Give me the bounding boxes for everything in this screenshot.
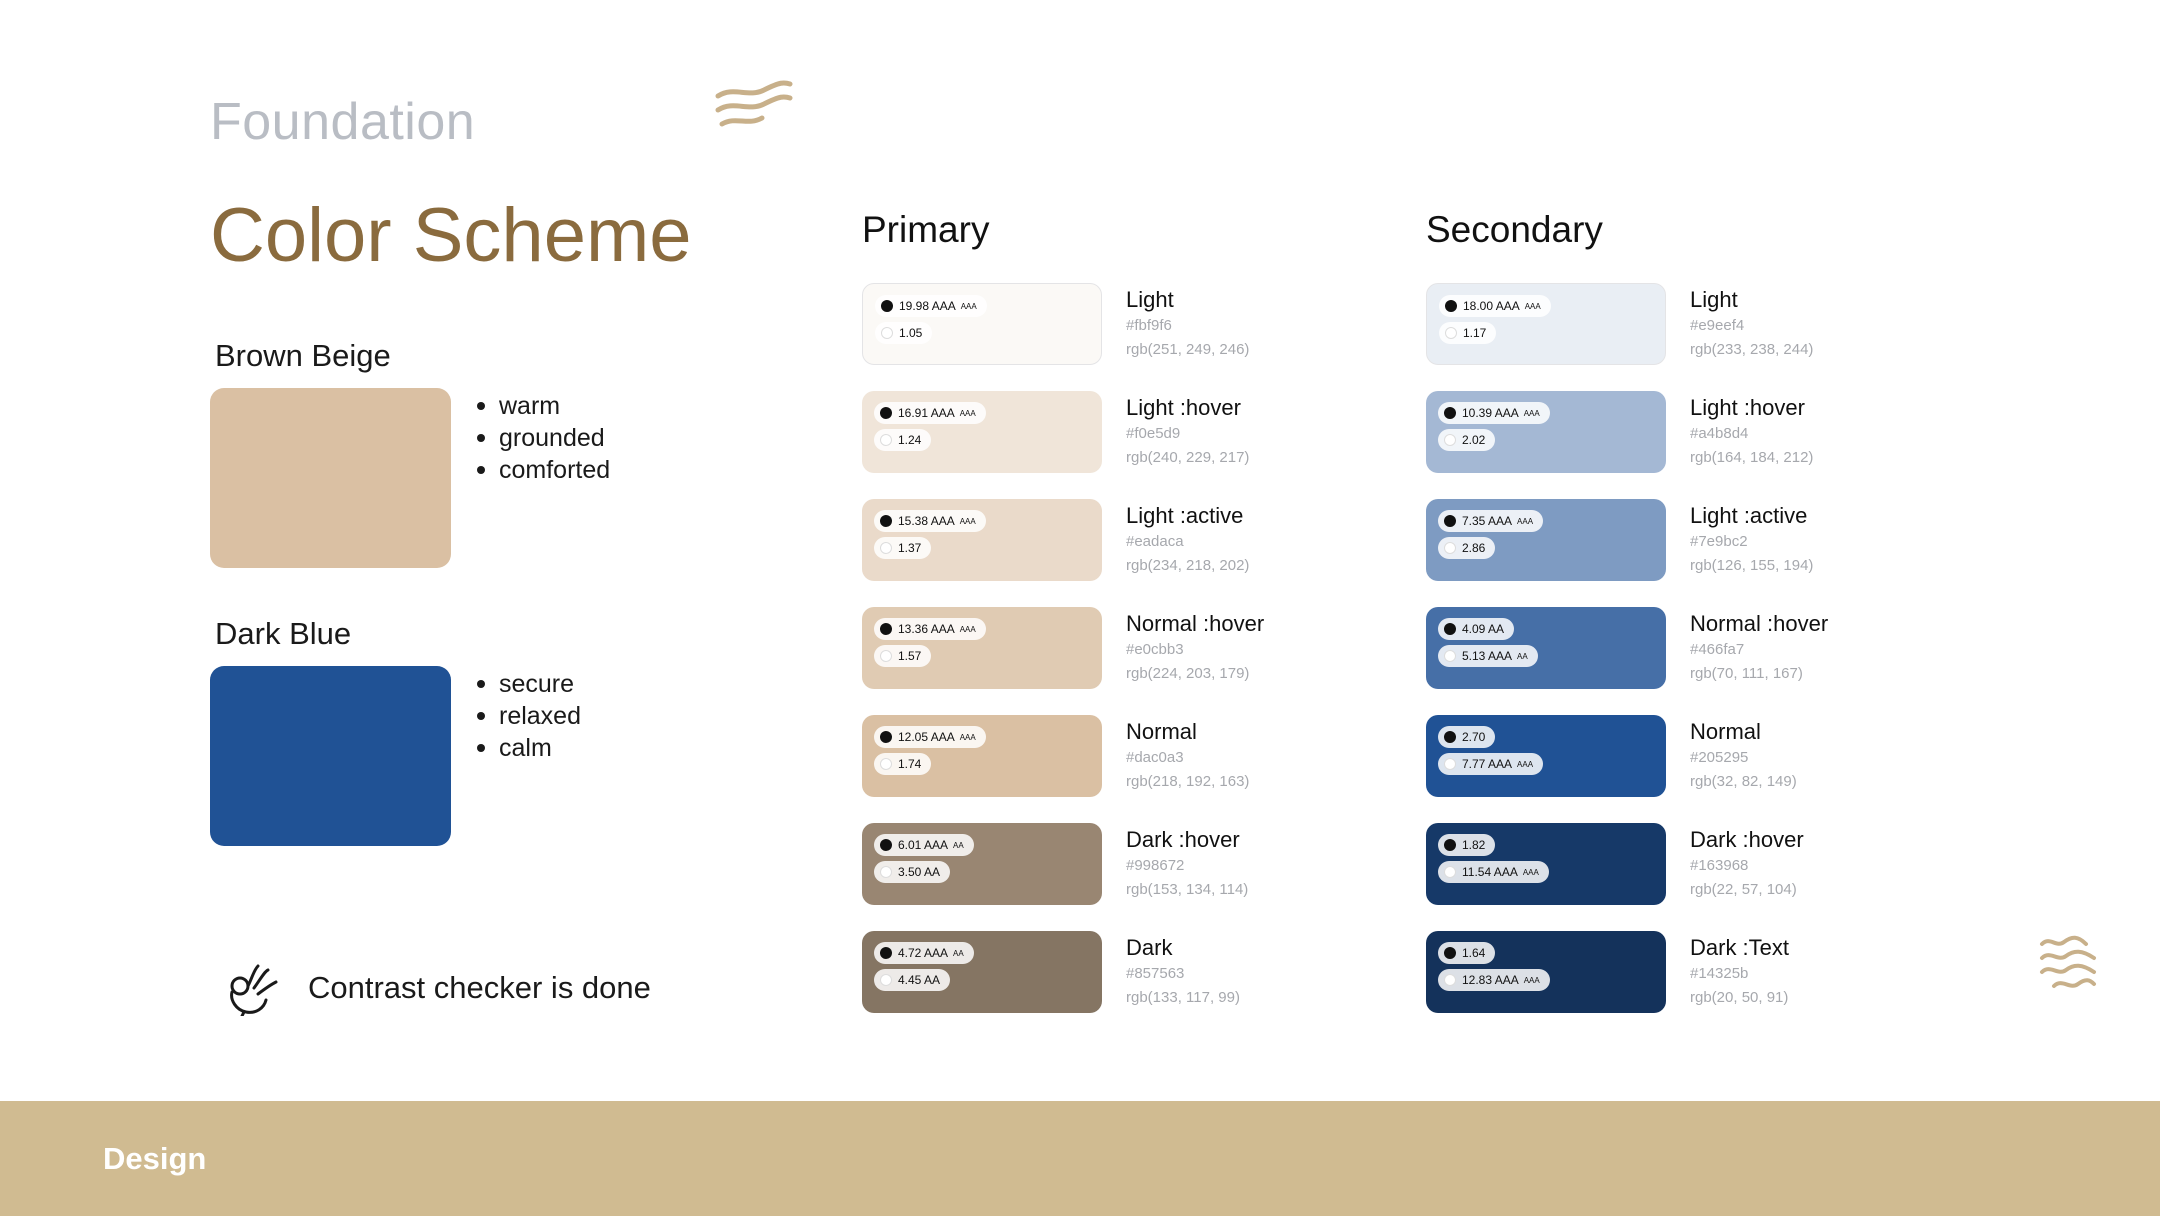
white-dot-icon <box>880 650 892 662</box>
color-hex: #a4b8d4 <box>1690 425 1749 442</box>
color-chip <box>862 931 1102 1013</box>
color-name: Dark :hover <box>1690 827 1804 852</box>
contrast-value: 7.77 AAA <box>1462 757 1513 771</box>
wave-lines-icon <box>2036 934 2100 992</box>
contrast-value: 13.36 AAA <box>898 622 955 636</box>
contrast-sub-rating: AAA <box>1517 516 1534 526</box>
color-row <box>862 283 1322 365</box>
contrast-value: 1.37 <box>898 541 922 555</box>
contrast-white-pill <box>874 537 931 559</box>
black-dot-icon <box>880 947 892 959</box>
color-rgb: rgb(164, 184, 212) <box>1690 449 1814 466</box>
color-hex: #163968 <box>1690 857 1749 874</box>
contrast-sub-rating: AAA <box>1524 301 1541 311</box>
color-chip <box>862 823 1102 905</box>
contrast-black-pill <box>874 726 986 748</box>
contrast-black-pill <box>1438 726 1495 748</box>
contrast-white-pill <box>1438 645 1538 667</box>
contrast-value: 15.38 AAA <box>898 514 955 528</box>
list-item: secure <box>477 668 581 700</box>
color-chip <box>1426 391 1666 473</box>
color-row <box>1426 499 1886 581</box>
color-name: Light <box>1690 287 1738 312</box>
contrast-white-pill <box>874 753 931 775</box>
palette-swatch <box>210 666 451 846</box>
contrast-value: 19.98 AAA <box>899 299 956 313</box>
contrast-black-pill <box>1438 402 1550 424</box>
contrast-black-pill <box>1438 834 1495 856</box>
color-hex: #466fa7 <box>1690 641 1745 658</box>
white-dot-icon <box>881 327 893 339</box>
color-row <box>1426 283 1886 365</box>
contrast-value: 2.86 <box>1462 541 1486 555</box>
column-title: Primary <box>862 209 990 250</box>
color-name: Light :active <box>1126 503 1244 528</box>
contrast-value: 4.72 AAA <box>898 946 949 960</box>
footer-bar <box>0 1101 2160 1216</box>
white-dot-icon <box>880 866 892 878</box>
white-dot-icon <box>880 542 892 554</box>
list-item: relaxed <box>477 700 581 732</box>
black-dot-icon <box>1444 515 1456 527</box>
contrast-sub-rating: AA <box>953 948 964 958</box>
color-hex: #dac0a3 <box>1126 749 1184 766</box>
white-dot-icon <box>1444 434 1456 446</box>
color-hex: #e9eef4 <box>1690 317 1745 334</box>
black-dot-icon <box>1444 839 1456 851</box>
color-row <box>1426 931 1886 1013</box>
color-hex: #998672 <box>1126 857 1185 874</box>
color-chip <box>1426 607 1666 689</box>
contrast-value: 12.83 AAA <box>1462 973 1519 987</box>
white-dot-icon <box>880 434 892 446</box>
contrast-value: 4.09 AA <box>1462 622 1505 636</box>
contrast-black-pill <box>1438 510 1543 532</box>
color-chip <box>862 391 1102 473</box>
contrast-value: 1.82 <box>1462 838 1486 852</box>
contrast-white-pill <box>1438 429 1495 451</box>
contrast-value: 1.17 <box>1463 326 1487 340</box>
color-name: Normal <box>1690 719 1761 744</box>
color-row <box>862 391 1322 473</box>
color-rgb: rgb(251, 249, 246) <box>1126 341 1250 358</box>
secondary-column <box>1426 204 1886 1039</box>
contrast-black-pill <box>1439 295 1551 317</box>
black-dot-icon <box>1444 407 1456 419</box>
color-hex: #eadaca <box>1126 533 1184 550</box>
page-eyebrow: Foundation <box>210 93 476 151</box>
color-chip <box>1426 823 1666 905</box>
contrast-white-pill <box>875 322 932 344</box>
contrast-value: 1.24 <box>898 433 922 447</box>
color-hex: #857563 <box>1126 965 1185 982</box>
color-name: Normal :hover <box>1126 611 1265 636</box>
color-rgb: rgb(153, 134, 114) <box>1126 881 1249 898</box>
contrast-value: 5.13 AAA <box>1462 649 1513 663</box>
color-chip <box>1426 931 1666 1013</box>
black-dot-icon <box>1445 300 1457 312</box>
white-dot-icon <box>1445 327 1457 339</box>
footer-label: Design <box>103 1141 207 1176</box>
contrast-black-pill <box>874 942 974 964</box>
black-dot-icon <box>880 623 892 635</box>
color-row <box>1426 823 1886 905</box>
black-dot-icon <box>880 407 892 419</box>
color-chip <box>862 715 1102 797</box>
color-name: Normal <box>1126 719 1197 744</box>
palette-name: Brown Beige <box>215 338 391 373</box>
color-name: Light :active <box>1690 503 1808 528</box>
white-dot-icon <box>1444 758 1456 770</box>
color-chip <box>1426 715 1666 797</box>
color-row <box>862 499 1322 581</box>
contrast-value: 1.64 <box>1462 946 1486 960</box>
wind-waves-icon <box>714 78 794 134</box>
color-chip <box>862 499 1102 581</box>
contrast-value: 11.54 AAA <box>1462 865 1518 879</box>
color-hex: #14325b <box>1690 965 1749 982</box>
list-item: comforted <box>477 454 610 486</box>
black-dot-icon <box>881 300 893 312</box>
white-dot-icon <box>1444 974 1456 986</box>
primary-column <box>862 204 1322 1039</box>
contrast-value: 2.02 <box>1462 433 1486 447</box>
contrast-white-pill <box>874 429 931 451</box>
color-name: Dark <box>1126 935 1173 960</box>
contrast-white-pill <box>874 645 931 667</box>
contrast-value: 6.01 AAA <box>898 838 949 852</box>
color-hex: #7e9bc2 <box>1690 533 1748 550</box>
color-name: Dark :Text <box>1690 935 1790 960</box>
color-hex: #fbf9f6 <box>1126 317 1172 334</box>
page-title: Color Scheme <box>210 193 692 278</box>
color-rgb: rgb(234, 218, 202) <box>1126 557 1250 574</box>
color-row <box>1426 607 1886 689</box>
contrast-black-pill <box>874 618 986 640</box>
contrast-black-pill <box>875 295 987 317</box>
color-chip <box>862 283 1102 365</box>
color-hex: #205295 <box>1690 749 1749 766</box>
list-item: grounded <box>477 422 610 454</box>
traits-list <box>477 390 610 568</box>
contrast-sub-rating: AAA <box>1523 975 1540 985</box>
white-dot-icon <box>1444 542 1456 554</box>
color-rgb: rgb(233, 238, 244) <box>1690 341 1814 358</box>
color-rgb: rgb(218, 192, 163) <box>1126 773 1250 790</box>
contrast-sub-rating: AA <box>1517 651 1528 661</box>
black-dot-icon <box>880 731 892 743</box>
traits-list <box>477 668 581 846</box>
checker-text: Contrast checker is done <box>308 970 651 1005</box>
contrast-white-pill <box>1438 753 1543 775</box>
black-dot-icon <box>880 839 892 851</box>
color-row <box>862 931 1322 1013</box>
color-name: Light :hover <box>1126 395 1241 420</box>
color-rgb: rgb(20, 50, 91) <box>1690 989 1789 1006</box>
contrast-value: 2.70 <box>1462 730 1486 744</box>
palette-swatch <box>210 388 451 568</box>
contrast-value: 4.45 AA <box>898 973 941 987</box>
color-chip <box>1426 499 1666 581</box>
contrast-white-pill <box>874 969 950 991</box>
contrast-black-pill <box>1438 618 1514 640</box>
black-dot-icon <box>1444 623 1456 635</box>
color-rgb: rgb(133, 117, 99) <box>1126 989 1240 1006</box>
black-dot-icon <box>1444 731 1456 743</box>
black-dot-icon <box>880 515 892 527</box>
color-hex: #e0cbb3 <box>1126 641 1184 658</box>
color-name: Dark :hover <box>1126 827 1240 852</box>
color-row <box>862 823 1322 905</box>
palette-name: Dark Blue <box>215 616 352 651</box>
contrast-white-pill <box>1438 969 1550 991</box>
contrast-value: 1.57 <box>898 649 922 663</box>
color-rgb: rgb(32, 82, 149) <box>1690 773 1797 790</box>
contrast-checker-note <box>222 960 651 1016</box>
contrast-sub-rating: AA <box>953 840 964 850</box>
color-hex: #f0e5d9 <box>1126 425 1181 442</box>
contrast-white-pill <box>1438 537 1495 559</box>
contrast-sub-rating: AAA <box>959 516 976 526</box>
color-name: Light :hover <box>1690 395 1805 420</box>
palette-brown-beige <box>210 336 730 568</box>
contrast-value: 1.05 <box>899 326 923 340</box>
color-row <box>862 715 1322 797</box>
list-item: warm <box>477 390 610 422</box>
white-dot-icon <box>1444 650 1456 662</box>
contrast-value: 10.39 AAA <box>1462 406 1519 420</box>
contrast-black-pill <box>874 402 986 424</box>
contrast-value: 12.05 AAA <box>898 730 955 744</box>
color-rgb: rgb(224, 203, 179) <box>1126 665 1250 682</box>
contrast-sub-rating: AAA <box>960 301 977 311</box>
color-row <box>862 607 1322 689</box>
contrast-value: 18.00 AAA <box>1463 299 1520 313</box>
column-title: Secondary <box>1426 209 1603 250</box>
contrast-value: 3.50 AA <box>898 865 941 879</box>
contrast-black-pill <box>1438 942 1495 964</box>
black-dot-icon <box>1444 947 1456 959</box>
color-row <box>1426 715 1886 797</box>
contrast-value: 1.74 <box>898 757 922 771</box>
contrast-black-pill <box>874 834 974 856</box>
color-rgb: rgb(22, 57, 104) <box>1690 881 1797 898</box>
color-row <box>1426 391 1886 473</box>
ok-hand-icon <box>222 960 282 1016</box>
contrast-white-pill <box>1438 861 1549 883</box>
contrast-black-pill <box>874 510 986 532</box>
contrast-white-pill <box>1439 322 1496 344</box>
contrast-sub-rating: AAA <box>1523 408 1540 418</box>
color-chip <box>1426 283 1666 365</box>
contrast-white-pill <box>874 861 950 883</box>
list-item: calm <box>477 732 581 764</box>
contrast-sub-rating: AAA <box>1517 759 1534 769</box>
color-rgb: rgb(70, 111, 167) <box>1690 665 1803 682</box>
color-rgb: rgb(126, 155, 194) <box>1690 557 1814 574</box>
contrast-sub-rating: AAA <box>959 732 976 742</box>
contrast-sub-rating: AAA <box>959 624 976 634</box>
contrast-sub-rating: AAA <box>959 408 976 418</box>
color-chip <box>862 607 1102 689</box>
contrast-value: 7.35 AAA <box>1462 514 1513 528</box>
white-dot-icon <box>1444 866 1456 878</box>
white-dot-icon <box>880 974 892 986</box>
color-rgb: rgb(240, 229, 217) <box>1126 449 1250 466</box>
contrast-sub-rating: AAA <box>1522 867 1539 877</box>
contrast-value: 16.91 AAA <box>898 406 955 420</box>
palette-dark-blue <box>210 614 730 846</box>
color-name: Normal :hover <box>1690 611 1829 636</box>
color-name: Light <box>1126 287 1174 312</box>
white-dot-icon <box>880 758 892 770</box>
